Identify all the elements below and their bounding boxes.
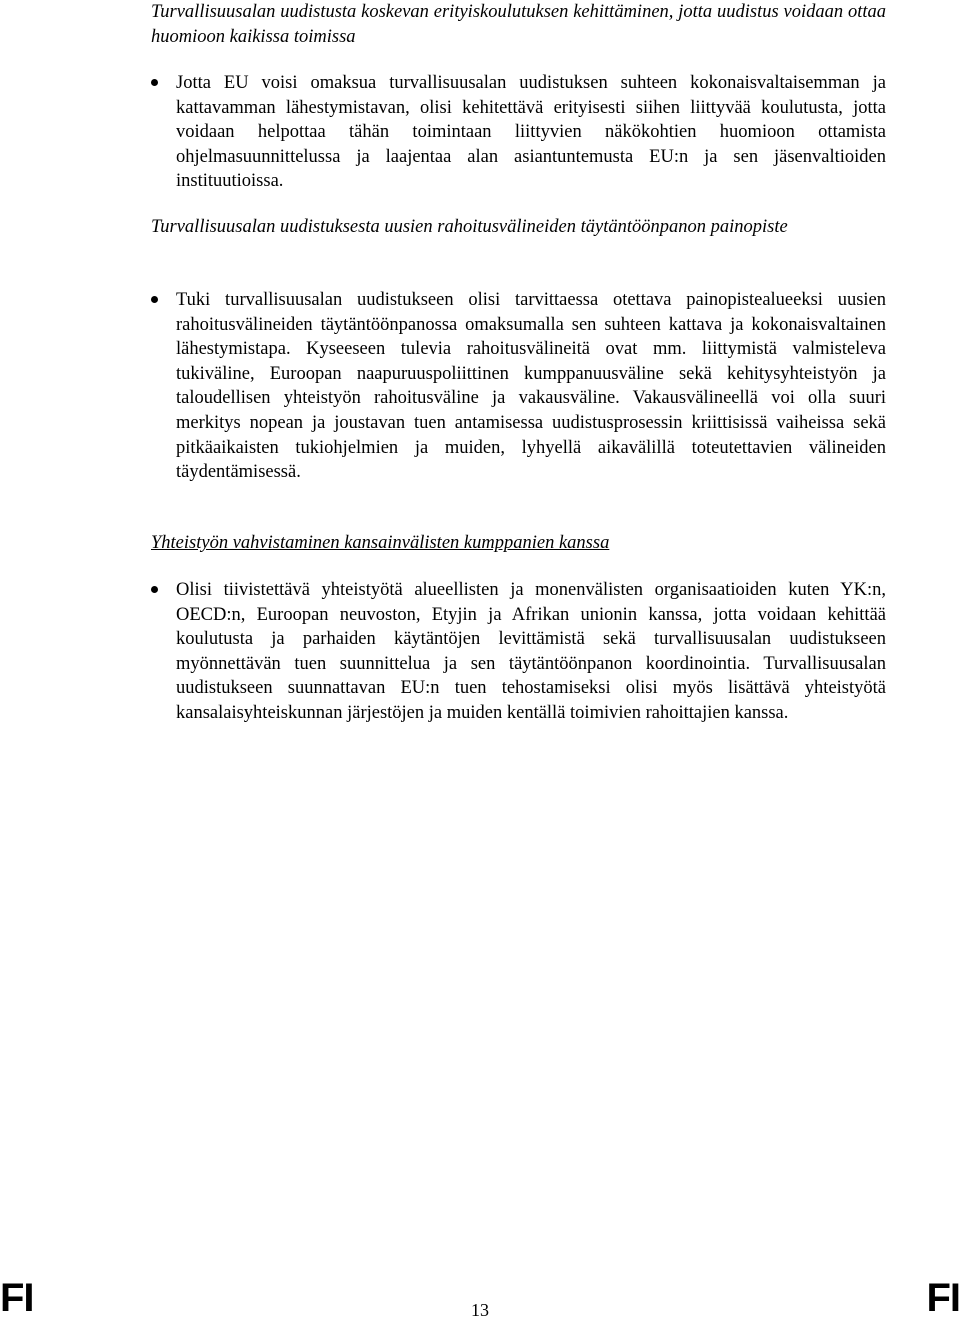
page-number: 13 — [471, 1300, 489, 1320]
bullet-text-partners: Olisi tiivistettävä yhteistyötä alueellisten ja monenvälisten organisaatioiden kuten YK:n, OECD:n, Euroopan neuvoston, Etyjin ja Afrikan unionin kanssa, jotta voidaan kehittää koulutusta ja parhaiden käytäntöjen levittämistä sekä turvallisuusalan uudistukseen myönnettävän tuen suunnittelua ja sen täytäntöönpanon koordinointia. Turvallisuusalan uudistukseen suunnattavan EU:n tuen tehostamiseksi olisi myös lisättävä yhteistyötä kansalaisyhteiskunnan järjestöjen ja muiden kentällä toimivien rahoittajien kanssa. — [176, 580, 886, 723]
bullet-text-funding: Tuki turvallisuusalan uudistukseen olisi tarvittaessa otettava painopistealueeksi uusien rahoitusvälineiden täytäntöönpanossa omaksumalla sen suhteen kattava ja kokonaisvaltainen lähestymistapa. Kyseeseen tulevia rahoitusvälineitä ovat mm. liittymistä valmisteleva tukiväline, Euroopan naapuruuspoliittinen kumppanuusväline sekä kehitysyhteistyön ja taloudellisen yhteistyön rahoitusväline ja vakausväline. Vakausvälineellä voi olla suuri merkitys nopean ja joustavan tuen antamisessa uudistusprosessin kriittisissä vaiheissa sekä pitkäaikaisten tukiohjelmien ja muiden, lyhyellä aikavälillä toteutettavien välineiden täydentämisessä. — [176, 290, 886, 483]
section-heading-partners-text: Yhteistyön vahvistaminen kansainvälisten kumppanien kanssa — [151, 533, 610, 553]
bullet-text-training: Jotta EU voisi omaksua turvallisuusalan uudistuksen suhteen kokonaisvaltaisemman ja kattavamman lähestymistavan, olisi kehitettävä erityisesti siihen liittyvää koulutusta, jotta voidaan helpottaa tähän toimintaan liittyvien näkökohtien huomioon ottamista ohjelmasuunnittelussa ja laajentaa alan asiantuntemusta EU:n ja sen jäsenvaltioiden instituutioissa. — [176, 73, 886, 192]
footer-language-code-left: FI — [0, 1276, 34, 1320]
section-heading-training: Turvallisuusalan uudistusta koskevan erityiskoulutuksen kehittäminen, jotta uudistus voidaan ottaa huomioon kaikissa toimissa — [151, 2, 886, 47]
section-heading-funding: Turvallisuusalan uudistuksesta uusien rahoitusvälineiden täytäntöönpanon painopiste — [151, 217, 788, 237]
bullet-icon — [151, 296, 158, 303]
bullet-icon — [151, 79, 158, 86]
bullet-item-training — [151, 71, 886, 194]
bullet-item-funding — [151, 288, 886, 485]
bullet-item-partners — [151, 578, 886, 726]
bullet-icon — [151, 586, 158, 593]
section-heading-partners — [151, 531, 886, 556]
footer-language-code-right: FI — [926, 1276, 960, 1320]
